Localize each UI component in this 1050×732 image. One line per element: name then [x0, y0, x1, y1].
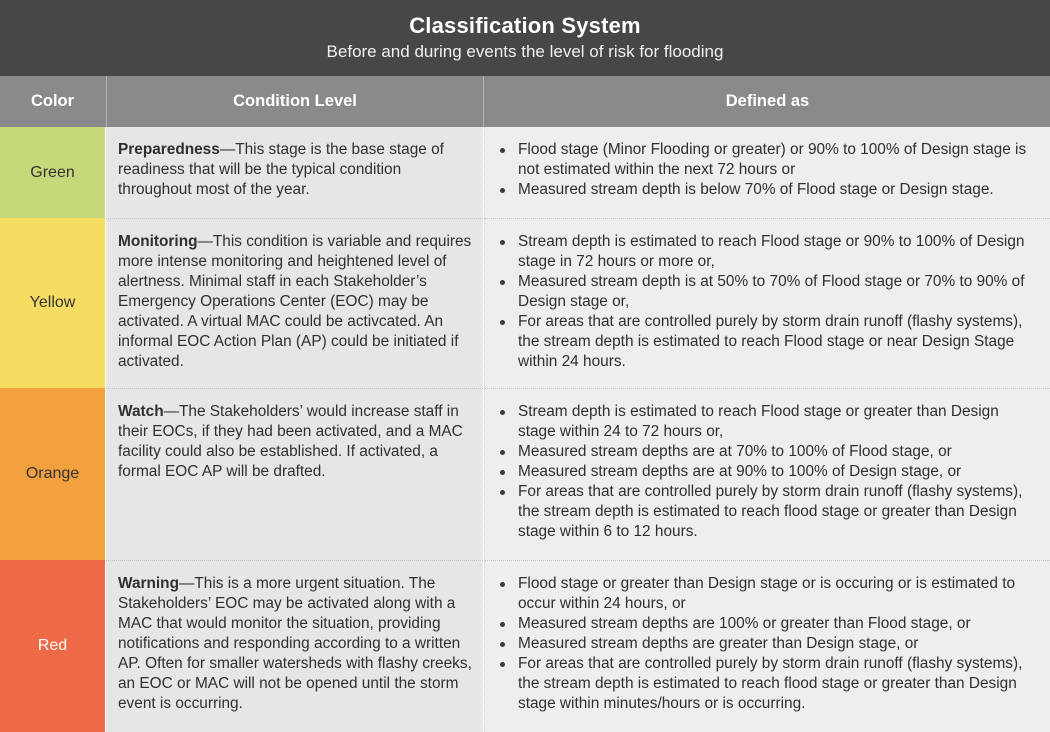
color-label: Orange [25, 465, 80, 482]
color-swatch [0, 560, 105, 732]
definition-cell [484, 388, 1050, 560]
column-header-condition: Condition Level [106, 76, 483, 127]
definition-list [499, 140, 1040, 200]
table-header [0, 76, 1050, 127]
condition-title: Preparedness [118, 141, 220, 158]
table-row-green [0, 127, 1050, 218]
color-swatch [0, 388, 105, 560]
color-swatch [0, 127, 105, 218]
definition-item: Stream depth is estimated to reach Flood stage or 90% to 100% of Design stage in 72 hours or more or, [499, 232, 1040, 272]
definition-item: Flood stage or greater than Design stage or is occuring or is estimated to occur within 24 hours, or [499, 574, 1040, 614]
bullet-icon [500, 450, 505, 455]
page-subtitle: Before and during events the level of risk for flooding [326, 42, 724, 61]
condition-title: Warning [118, 575, 179, 592]
condition-cell [106, 560, 483, 732]
condition-cell [106, 388, 483, 560]
table-row-yellow [0, 218, 1050, 388]
color-label: Green [30, 163, 75, 181]
definition-cell [484, 560, 1050, 732]
definition-item: Measured stream depths are 100% or greater than Flood stage, or [499, 614, 1040, 634]
condition-cell [106, 127, 483, 218]
bullet-icon [500, 188, 505, 193]
bullet-icon [500, 622, 505, 627]
bullet-icon [500, 280, 505, 285]
color-label: Yellow [29, 294, 76, 311]
condition-title: Watch [118, 403, 164, 420]
condition-text: —This is a more urgent situation. The Stakeholders’ EOC may be activated along with a MAC that would monitor the situation, providing notifications and responding according to a written AP. Often for smaller watersheds with flashy creeks, an EOC or MAC will not be opened until the storm event is occurring. [118, 575, 472, 712]
bullet-icon [500, 662, 505, 667]
page-title: Classification System [409, 13, 641, 38]
definition-cell [484, 218, 1050, 388]
bullet-icon [500, 410, 505, 415]
definition-item: Measured stream depth is below 70% of Flood stage or Design stage. [499, 180, 1040, 200]
bullet-icon [500, 148, 505, 153]
color-label: Red [37, 637, 68, 654]
bullet-icon [500, 470, 505, 475]
definition-list [499, 232, 1040, 372]
color-swatch [0, 218, 105, 388]
column-header-defined: Defined as [483, 76, 1050, 127]
table-row-red [0, 560, 1050, 732]
column-header-color: Color [30, 92, 75, 110]
definition-item: Measured stream depth is at 50% to 70% of Flood stage or 70% to 90% of Design stage or, [499, 272, 1040, 312]
condition-text: —The Stakeholders’ would increase staff in their EOCs, if they had been activated, and a MAC facility could also be established. If activated, a formal EOC AP will be drafted. [118, 403, 463, 480]
definition-item: Measured stream depths are at 70% to 100% of Flood stage, or [499, 442, 1040, 462]
definition-item: For areas that are controlled purely by storm drain runoff (flashy systems), the stream depth is estimated to reach flood stage or greater than Design stage within 6 to 12 hours. [499, 482, 1040, 542]
condition-text: —This condition is variable and requires more intense monitoring and heightened level of alertness. Minimal staff in each Stakeholder’s Emergency Operations Center (EOC) may be activated. A virtual MAC could be activcated. An informal EOC Action Plan (AP) could be initiated if activated. [118, 233, 472, 370]
definition-item: For areas that are controlled purely by storm drain runoff (flashy systems), the stream depth is estimated to reach Flood stage or near Design Stage within 24 hours. [499, 312, 1040, 372]
definition-item: For areas that are controlled purely by storm drain runoff (flashy systems), the stream depth is estimated to reach flood stage or greater than Design stage within minutes/hours or is occurring. [499, 654, 1040, 714]
bullet-icon [500, 582, 505, 587]
condition-cell [106, 218, 483, 388]
bullet-icon [500, 240, 505, 245]
definition-item: Measured stream depths are greater than Design stage, or [499, 634, 1040, 654]
definition-cell [484, 127, 1050, 218]
definition-item: Flood stage (Minor Flooding or greater) or 90% to 100% of Design stage is not estimated within the next 72 hours or [499, 140, 1040, 180]
title-bar [0, 0, 1050, 76]
definition-list [499, 574, 1040, 714]
definition-list [499, 402, 1040, 542]
definition-item: Measured stream depths are at 90% to 100% of Design stage, or [499, 462, 1040, 482]
bullet-icon [500, 642, 505, 647]
bullet-icon [500, 490, 505, 495]
bullet-icon [500, 320, 505, 325]
table-row-orange [0, 388, 1050, 560]
definition-item: Stream depth is estimated to reach Flood stage or greater than Design stage within 24 to 72 hours or, [499, 402, 1040, 442]
condition-text: —This stage is the base stage of readiness that will be the typical condition throughout most of the year. [118, 141, 444, 198]
condition-title: Monitoring [118, 233, 198, 250]
